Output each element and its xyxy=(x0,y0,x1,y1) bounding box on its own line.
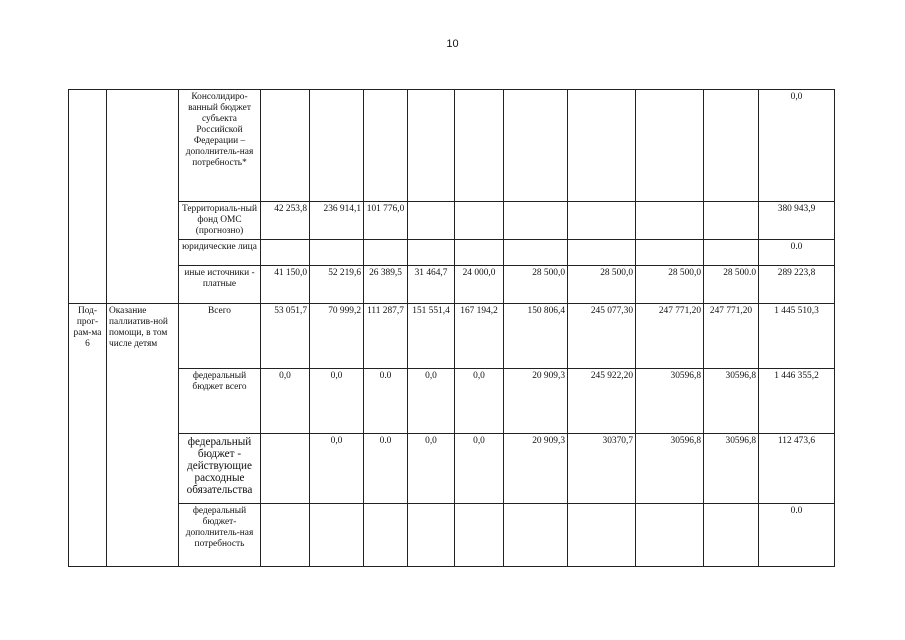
table-row xyxy=(69,434,835,504)
value-cell: 52 219,6 xyxy=(310,266,364,304)
value-cell: 245 077,30 xyxy=(568,304,636,369)
value-cell: 247 771,20 xyxy=(704,304,759,369)
table-row xyxy=(69,202,835,240)
value-cell: 0,0 xyxy=(408,434,455,504)
value-cell xyxy=(704,504,759,567)
value-cell: 30370,7 xyxy=(568,434,636,504)
value-cell: 0.0 xyxy=(364,369,408,434)
table-row xyxy=(69,369,835,434)
value-cell xyxy=(310,90,364,202)
total-cell: 289 223,8 xyxy=(759,266,835,304)
value-cell: 26 389,5 xyxy=(364,266,408,304)
value-cell xyxy=(568,202,636,240)
total-cell: 0.0 xyxy=(759,504,835,567)
value-cell: 236 914,1 xyxy=(310,202,364,240)
funding-source-cell: Консолидиро-ванный бюджет субъекта Российской Федерации – дополнитель-ная потребность* xyxy=(179,90,261,202)
value-cell xyxy=(504,202,568,240)
value-cell xyxy=(408,90,455,202)
value-cell: 53 051,7 xyxy=(261,304,310,369)
value-cell xyxy=(704,240,759,266)
value-cell xyxy=(261,504,310,567)
value-cell xyxy=(408,240,455,266)
value-cell: 30596,8 xyxy=(636,434,704,504)
funding-source-cell: иные источники - платные xyxy=(179,266,261,304)
budget-table xyxy=(68,89,835,567)
value-cell xyxy=(455,202,504,240)
value-cell xyxy=(408,504,455,567)
value-cell: 0,0 xyxy=(310,434,364,504)
value-cell xyxy=(455,240,504,266)
value-cell xyxy=(364,90,408,202)
total-cell: 0.0 xyxy=(759,240,835,266)
value-cell xyxy=(504,240,568,266)
value-cell: 0,0 xyxy=(455,434,504,504)
value-cell: 20 909,3 xyxy=(504,369,568,434)
value-cell: 0,0 xyxy=(310,369,364,434)
value-cell xyxy=(261,90,310,202)
value-cell xyxy=(455,90,504,202)
value-cell xyxy=(636,504,704,567)
table-row xyxy=(69,304,835,369)
total-cell: 1 446 355,2 xyxy=(759,369,835,434)
value-cell: 0,0 xyxy=(408,369,455,434)
value-cell xyxy=(568,90,636,202)
value-cell xyxy=(310,240,364,266)
subprogram-name-cell xyxy=(107,90,179,304)
value-cell: 30596,8 xyxy=(704,434,759,504)
value-cell: 0.0 xyxy=(364,434,408,504)
value-cell xyxy=(636,90,704,202)
funding-source-cell: Всего xyxy=(179,304,261,369)
value-cell xyxy=(455,504,504,567)
value-cell: 150 806,4 xyxy=(504,304,568,369)
value-cell xyxy=(504,90,568,202)
funding-source-cell: юридические лица xyxy=(179,240,261,266)
funding-source-cell: федеральный бюджет-дополнитель-ная потребность xyxy=(179,504,261,567)
value-cell: 20 909,3 xyxy=(504,434,568,504)
table-row xyxy=(69,504,835,567)
value-cell: 41 150,0 xyxy=(261,266,310,304)
funding-source-cell: Территориаль-ный фонд ОМС (прогнозно) xyxy=(179,202,261,240)
subprogram-code-cell xyxy=(69,90,107,304)
value-cell xyxy=(636,202,704,240)
total-cell: 112 473,6 xyxy=(759,434,835,504)
value-cell: 70 999,2 xyxy=(310,304,364,369)
value-cell xyxy=(364,504,408,567)
value-cell: 30596,8 xyxy=(704,369,759,434)
value-cell: 167 194,2 xyxy=(455,304,504,369)
funding-source-cell: федеральный бюджет всего xyxy=(179,369,261,434)
value-cell: 0,0 xyxy=(455,369,504,434)
value-cell xyxy=(504,504,568,567)
value-cell xyxy=(261,434,310,504)
value-cell: 111 287,7 xyxy=(364,304,408,369)
value-cell: 245 922,20 xyxy=(568,369,636,434)
value-cell: 31 464,7 xyxy=(408,266,455,304)
value-cell: 24 000,0 xyxy=(455,266,504,304)
value-cell: 28 500,0 xyxy=(636,266,704,304)
value-cell: 101 776,0 xyxy=(364,202,408,240)
value-cell xyxy=(408,202,455,240)
value-cell xyxy=(261,240,310,266)
value-cell xyxy=(568,240,636,266)
value-cell: 0,0 xyxy=(261,369,310,434)
table-row xyxy=(69,266,835,304)
value-cell xyxy=(310,504,364,567)
value-cell xyxy=(364,240,408,266)
value-cell xyxy=(568,504,636,567)
value-cell: 28 500.0 xyxy=(704,266,759,304)
value-cell: 247 771,20 xyxy=(636,304,704,369)
value-cell: 151 551,4 xyxy=(408,304,455,369)
subprogram-code-cell: Под-прог-рам-ма 6 xyxy=(69,304,107,567)
value-cell: 42 253,8 xyxy=(261,202,310,240)
value-cell xyxy=(636,240,704,266)
value-cell: 30596,8 xyxy=(636,369,704,434)
total-cell: 0,0 xyxy=(759,90,835,202)
table-row xyxy=(69,240,835,266)
table-row xyxy=(69,90,835,202)
value-cell: 28 500,0 xyxy=(504,266,568,304)
subprogram-name-cell: Оказание паллиатив-ной помощи, в том числе детям xyxy=(107,304,179,567)
page-number: 10 xyxy=(446,38,459,50)
total-cell: 1 445 510,3 xyxy=(759,304,835,369)
value-cell xyxy=(704,202,759,240)
value-cell: 28 500,0 xyxy=(568,266,636,304)
total-cell: 380 943,9 xyxy=(759,202,835,240)
value-cell xyxy=(704,90,759,202)
funding-source-cell: федеральный бюджет - действующие расходные обязательства xyxy=(179,434,261,504)
